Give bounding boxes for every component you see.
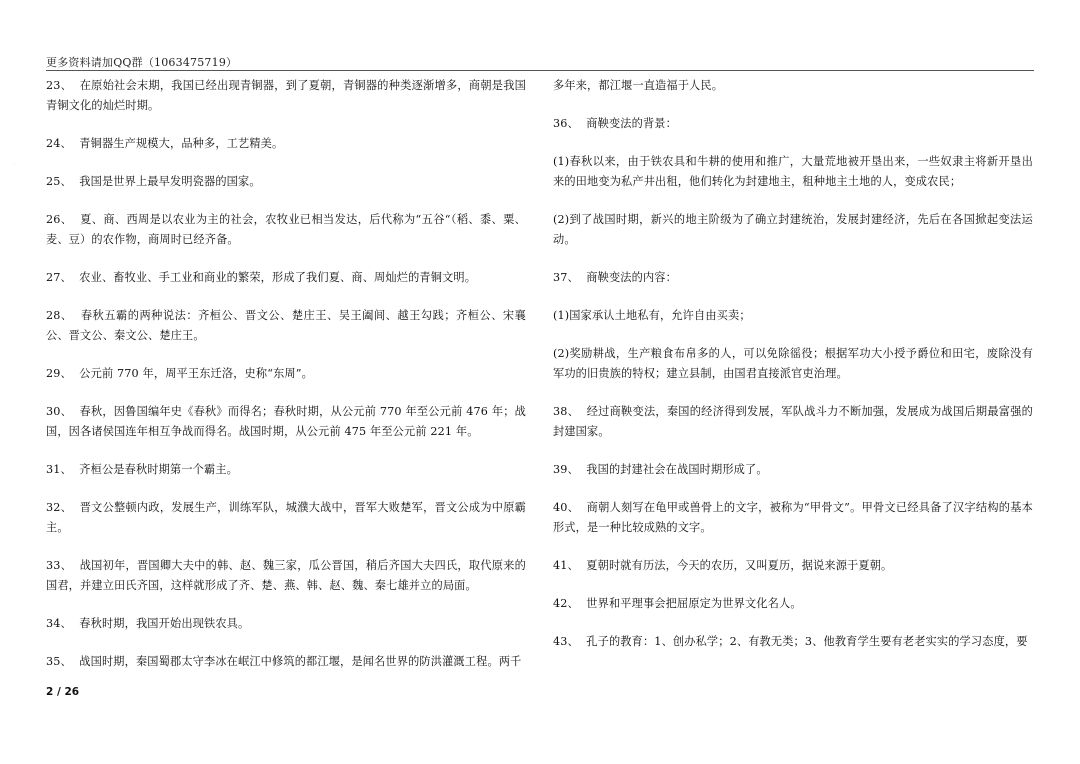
paragraph: 39、 我国的封建社会在战国时期形成了。	[553, 463, 768, 476]
paragraph: 28、 春秋五霸的两种说法：齐桓公、晋文公、楚庄王、吴王阖闾、越王勾践；齐桓公、宋襄公、晋文公、秦文公、楚庄王。	[46, 309, 526, 342]
paragraph: 多年来，都江堰一直造福于人民。	[553, 79, 724, 92]
paragraph: 38、 经过商鞅变法，秦国的经济得到发展，军队战斗力不断加强，发展成为战国后期最富强的封建国家。	[553, 405, 1033, 438]
paragraph: 25、 我国是世界上最早发明瓷器的国家。	[46, 175, 261, 188]
paragraph: 23、 在原始社会末期，我国已经出现青铜器，到了夏朝，青铜器的种类逐渐增多，商朝是我国青铜文化的灿烂时期。	[46, 79, 526, 112]
watermark: ·	[10, 158, 20, 172]
paragraph: (2)到了战国时期，新兴的地主阶级为了确立封建统治，发展封建经济，先后在各国掀起变法运动。	[553, 213, 1033, 246]
paragraph: (1)春秋以来，由于铁农具和牛耕的使用和推广，大量荒地被开垦出来，一些奴隶主将新开垦出来的田地变为私产井出租，他们转化为封建地主，租种地主土地的人，变成农民；	[553, 155, 1033, 188]
paragraph: 33、 战国初年，晋国卿大夫中的韩、赵、魏三家，瓜公晋国，稍后齐国大夫四氏，取代原来的国君，并建立田氏齐国，这样就形成了齐、楚、燕、韩、赵、魏、秦七雄并立的局面。	[46, 559, 526, 592]
paragraph: 32、 晋文公整顿内政，发展生产，训练军队，城濮大战中，晋军大败楚军，晋文公成为中原霸主。	[46, 501, 526, 534]
right-column	[553, 76, 1033, 670]
header-divider	[46, 70, 1034, 71]
paragraph: 31、 齐桓公是春秋时期第一个霸主。	[46, 463, 239, 476]
paragraph: 26、 夏、商、西周是以农业为主的社会，农牧业已相当发达，后代称为“五谷“（稻、黍、粟、麦、豆）的农作物，商周时已经齐备。	[46, 213, 526, 246]
paragraph: 36、 商鞅变法的背景：	[553, 117, 677, 130]
paragraph: 40、 商朝人刻写在龟甲或兽骨上的文字，被称为“甲骨文”。甲骨文已经具备了汉字结构的基本形式，是一种比较成熟的文字。	[553, 501, 1033, 534]
paragraph: 24、 青铜器生产规模大，品种多，工艺精美。	[46, 137, 284, 150]
page-number: 2 / 26	[46, 686, 80, 698]
paragraph: (2)奖励耕战，生产粮食布帛多的人，可以免除徭役；根据军功大小授予爵位和田宅，废除没有军功的旧贵族的特权；建立县制，由国君直接派官吏治理。	[553, 347, 1033, 380]
paragraph: 34、 春秋时期，我国开始出现铁农具。	[46, 617, 250, 630]
page-header: 更多资料请加QQ群（1063475719）	[46, 56, 238, 69]
paragraph: 42、 世界和平理事会把屈原定为世界文化名人。	[553, 597, 802, 610]
paragraph: 29、 公元前 770 年，周平王东迁洛，史称“东周”。	[46, 367, 313, 380]
paragraph: (1)国家承认土地私有，允许自由买卖；	[553, 309, 751, 322]
paragraph: 37、 商鞅变法的内容：	[553, 271, 677, 284]
paragraph: 43、 孔子的教育：1、创办私学；2、有教无类；3、他教育学生要有老老实实的学习态度，要	[553, 635, 1028, 648]
paragraph: 41、 夏朝时就有历法，今天的农历，又叫夏历，据说来源于夏朝。	[553, 559, 893, 572]
paragraph: 30、 春秋，因鲁国编年史《春秋》而得名；春秋时期，从公元前 770 年至公元前 476 年；战国，因各诸侯国连年相互争战而得名。战国时期，从公元前 475 年至公元前 221 年。	[46, 405, 526, 438]
paragraph: 35、 战国时期，秦国蜀郡太守李冰在岷江中修筑的都江堰，是闻名世界的防洪灌溉工程。两千	[46, 655, 522, 668]
left-column	[46, 76, 526, 690]
paragraph: 27、 农业、畜牧业、手工业和商业的繁荣，形成了我们夏、商、周灿烂的青铜文明。	[46, 271, 477, 284]
